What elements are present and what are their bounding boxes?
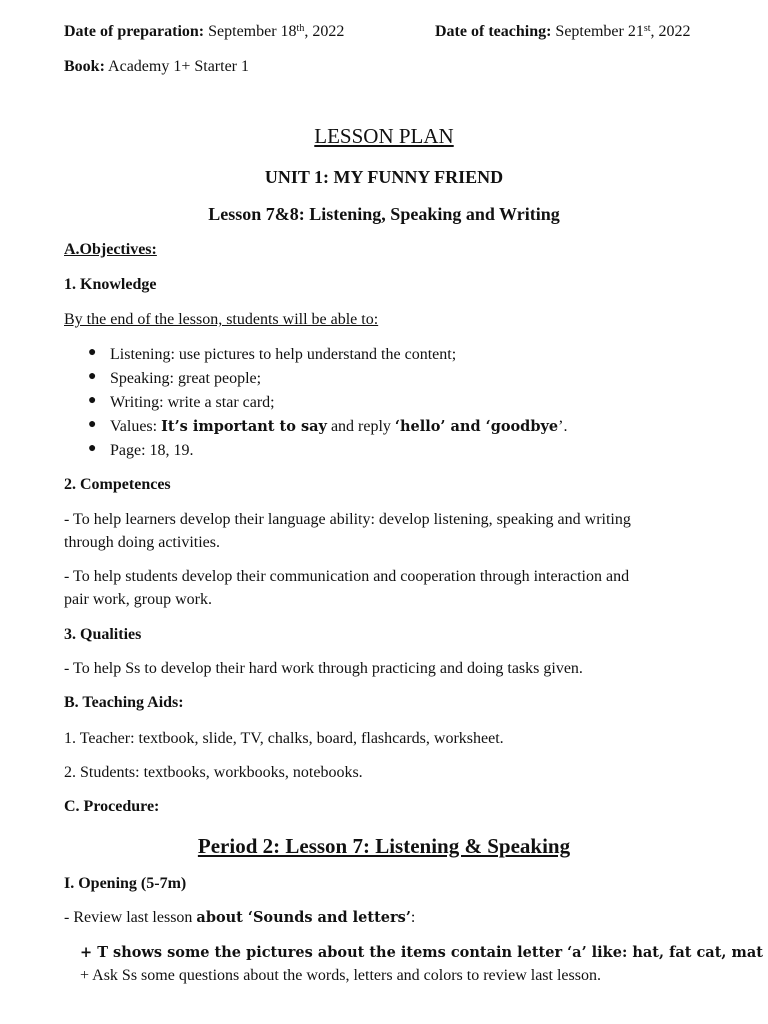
bullet-icon: ● — [88, 417, 97, 432]
competences-text-2b: pair work, group work. — [64, 591, 212, 608]
list-item: Listening: use pictures to help understand the content; — [110, 346, 457, 363]
prep-value: September 18th, 2022 — [208, 23, 345, 40]
bullet-icon: ● — [88, 369, 97, 384]
list-item: Page: 18, 19. — [110, 442, 194, 459]
opening-heading: I. Opening (5-7m) — [64, 875, 187, 892]
date-of-preparation — [64, 22, 344, 42]
lesson-plan-title: LESSON PLAN — [314, 124, 454, 148]
lesson-title: Lesson 7&8: Listening, Speaking and Writing — [208, 204, 560, 224]
review-line: - Review last lesson about ‘Sounds and letters’: — [64, 909, 416, 926]
competences-text-1a: - To help learners develop their language ability: develop listening, speaking and writing — [64, 511, 631, 528]
procedure-heading: C. Procedure: — [64, 798, 160, 815]
teaching-aids-heading: B. Teaching Aids: — [64, 694, 184, 711]
objectives-intro: By the end of the lesson, students will be able to: — [64, 311, 379, 328]
unit-title: UNIT 1: MY FUNNY FRIEND — [264, 167, 504, 187]
prep-label: Date of preparation: — [64, 23, 205, 40]
book-value: Academy 1+ Starter 1 — [108, 58, 250, 75]
competences-text-1b: through doing activities. — [64, 534, 220, 551]
qualities-text: - To help Ss to develop their hard work through practicing and doing tasks given. — [64, 660, 583, 677]
book-label: Book: — [64, 58, 105, 75]
opening-step-1: + T shows some the pictures about the items contain letter ‘a’ like: hat, fat cat, mat — [80, 944, 763, 961]
bullet-icon: ● — [88, 393, 97, 408]
competences-heading: 2. Competences — [64, 476, 171, 493]
opening-step-2: + Ask Ss some questions about the words, letters and colors to review last lesson. — [80, 967, 601, 984]
date-of-teaching — [435, 22, 691, 42]
teach-label: Date of teaching: — [435, 23, 552, 40]
list-item: Speaking: great people; — [110, 370, 262, 387]
list-item-values: Values: It’s important to say and reply ‘hello’ and ‘goodbye’. — [110, 418, 568, 435]
qualities-heading: 3. Qualities — [64, 626, 142, 643]
bullet-icon: ● — [88, 441, 97, 456]
bullet-icon: ● — [88, 345, 97, 360]
student-aids: 2. Students: textbooks, workbooks, notebooks. — [64, 764, 363, 781]
teach-value: September 21st, 2022 — [555, 23, 691, 40]
book-line — [64, 57, 249, 77]
competences-text-2a: - To help students develop their communication and cooperation through interaction and — [64, 568, 630, 585]
objectives-heading: A.Objectives: — [64, 241, 157, 258]
knowledge-heading: 1. Knowledge — [64, 276, 157, 293]
list-item: Writing: write a star card; — [110, 394, 275, 411]
period-title: Period 2: Lesson 7: Listening & Speaking — [197, 834, 571, 858]
teacher-aids: 1. Teacher: textbook, slide, TV, chalks, board, flashcards, worksheet. — [64, 730, 504, 747]
